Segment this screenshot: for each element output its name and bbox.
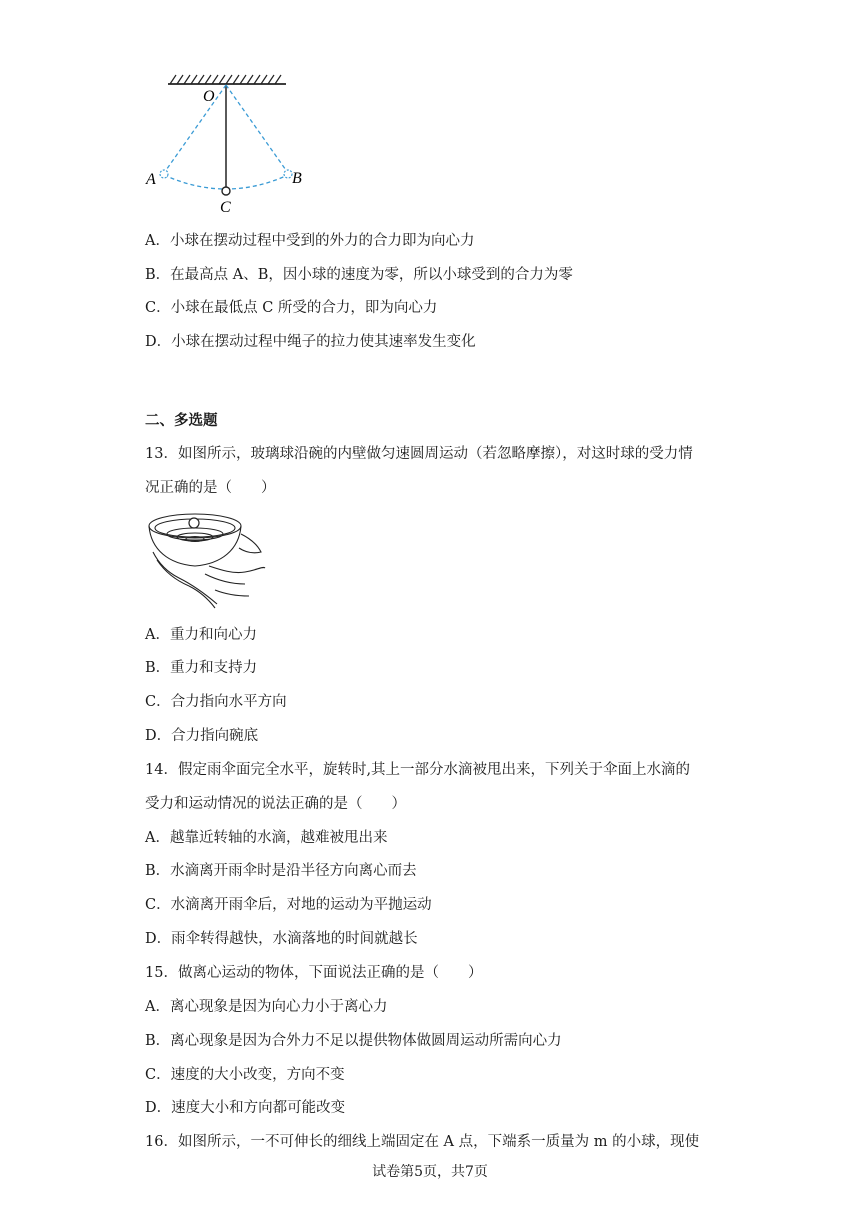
q14-option-a: A．越靠近转轴的水滴，越难被甩出来 <box>145 830 388 846</box>
q12-option-b: B．在最高点 A、B，因小球的速度为零，所以小球受到的合力为零 <box>145 267 573 283</box>
q16-stem-line1: 16．如图所示，一不可伸长的细线上端固定在 A 点，下端系一质量为 m 的小球，现使 <box>145 1134 700 1150</box>
q14-option-d: D．雨伞转得越快，水滴落地的时间就越长 <box>145 931 418 947</box>
q14-option-b: B．水滴离开雨伞时是沿半径方向离心而去 <box>145 863 417 879</box>
q15-option-a: A．离心现象是因为向心力小于离心力 <box>145 999 388 1015</box>
q13-option-c: C．合力指向水平方向 <box>145 694 287 710</box>
q13-stem-line1: 13．如图所示，玻璃球沿碗的内壁做匀速圆周运动（若忽略摩擦），对这时球的受力情 <box>145 446 693 462</box>
q13-option-d: D．合力指向碗底 <box>145 728 259 744</box>
q13-option-a: A．重力和向心力 <box>145 627 257 643</box>
ball-a <box>160 170 168 178</box>
q15-option-c: C．速度的大小改变，方向不变 <box>145 1067 345 1083</box>
dashed-string-b <box>226 85 288 173</box>
ball-c <box>222 187 230 195</box>
section-title: 二、多选题 <box>145 412 218 429</box>
bowl-hands-figure <box>145 508 270 613</box>
q15-option-d: D．速度大小和方向都可能改变 <box>145 1100 346 1116</box>
q12-option-c: C．小球在最低点 C 所受的合力，即为向心力 <box>145 300 438 316</box>
label-b: B <box>292 170 302 187</box>
q14-stem-line2: 受力和运动情况的说法正确的是（ ） <box>145 796 406 812</box>
dashed-string-a <box>164 85 226 173</box>
label-o: O <box>203 88 215 105</box>
q14-stem-line1: 14．假定雨伞面完全水平，旋转时,其上一部分水滴被甩出来，下列关于伞面上水滴的 <box>145 762 691 778</box>
q15-option-b: B．离心现象是因为合外力不足以提供物体做圆周运动所需向心力 <box>145 1033 562 1049</box>
ceiling-hatching <box>168 75 286 84</box>
q15-stem: 15．做离心运动的物体，下面说法正确的是（ ） <box>145 965 483 981</box>
label-a: A <box>146 171 156 188</box>
q13-option-b: B．重力和支持力 <box>145 660 258 676</box>
q14-option-c: C．水滴离开雨伞后，对地的运动为平抛运动 <box>145 897 432 913</box>
q13-stem-line2: 况正确的是（ ） <box>145 480 276 496</box>
page-footer: 试卷第5页，共7页 <box>372 1164 488 1180</box>
q12-option-a: A．小球在摆动过程中受到的外力的合力即为向心力 <box>145 233 475 249</box>
label-c: C <box>220 199 231 216</box>
q12-option-d: D．小球在摆动过程中绳子的拉力使其速率发生变化 <box>145 334 476 350</box>
pendulum-figure <box>140 70 300 220</box>
ball-b <box>284 170 292 178</box>
glass-ball <box>189 518 199 528</box>
